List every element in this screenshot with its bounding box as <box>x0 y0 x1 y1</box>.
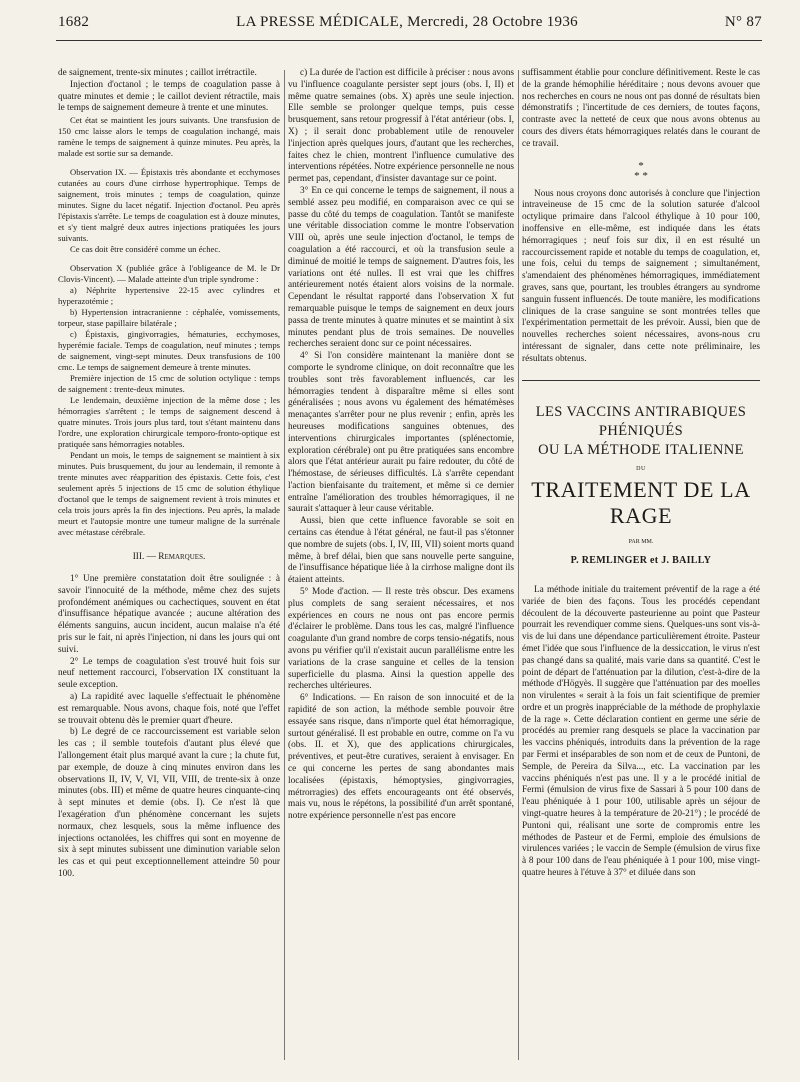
paragraph: Le lendemain, deuxième injection de la même dose ; les hémorragies s'arrêtent ; le temps de saignement descend à quatre minutes. Trois jours plus tard, tout s'étant maintenu dans l'ordre, une exploration chirurgicale temporo-fronto-optique est pratiquée sans hémorragies notables. <box>58 395 280 450</box>
paragraph: b) Hypertension intracranienne : céphalée, vomissements, torpeur, stase papillaire bilatérale ; <box>58 307 280 329</box>
paragraph: a) La rapidité avec laquelle s'effectuait le phénomène est remarquable. Nous avons, chaque fois, noté que l'effet se trouvait obtenu dès le premier quart d'heure. <box>58 691 280 726</box>
paragraph: Nous nous croyons donc autorisés à conclure que l'injection intraveineuse de 15 cmc de la solution saturée d'alcool octylique primaire dans l'alcool éthylique à 10 pour 100, inoffensive en elle-même, est indiquée dans les états hémorragiques ; neuf fois sur dix, il en est résulté un raccourcissement rapide et notable du temps de coagulation, et, une fois, celui du temps de saignement ; simultanément, s'amendaient des phénomènes hémorragiques, immédiatement graves, sans que, pourtant, les troubles étrangers au syndrome sanguin fussent influencés. De toute manière, les modifications cliniques de la crase sanguine se sont montrées telles que l'expérimentation permettait de les prévoir. Aussi, bien que de nouvelles recherches soient nécessaires, avons-nous cru intéressant de signaler, dans cette note préliminaire, les résultats obtenus. <box>522 188 760 364</box>
paragraph: Cet état se maintient les jours suivants. Une transfusion de 150 cmc laisse alors le temps de coagulation inchangé, mais ramène le temps de saignement à quinze minutes. Peu après, la malade est sortie sur sa demande. <box>58 115 280 159</box>
article-title-line: PHÉNIQUÉS <box>598 422 684 439</box>
header-rule <box>56 40 762 41</box>
paragraph: 2° Le temps de coagulation s'est trouvé huit fois sur neuf nettement raccourci, l'observation IX constituant la seule exception. <box>58 656 280 691</box>
column-divider <box>518 70 519 1060</box>
paragraph: b) Le degré de ce raccourcissement est variable selon les cas ; il semble toutefois d'autant plus élevé que l'allongement était plus marqué avant la cure ; la chute fut, par exemple, de douze à cinq minutes environ dans les observations II, IV, V, VI, VII, VIII, de trente-six à onze minutes (obs. III) et même de quatre heures cinquante-cinq à sept minutes et demie (obs. I). Ce n'est là que l'exagération d'un phénomène concernant les sujets normaux, chez lesquels, sous la même influence des injections octanolées, les chiffres qui sont en moyenne de six à sept minutes subissent une diminution variable selon les cas et qui peut exceptionnellement atteindre 50 pour 100. <box>58 727 280 879</box>
journal-title: LA PRESSE MÉDICALE, Mercredi, 28 Octobre 1936 <box>236 14 578 30</box>
paragraph: 4° Si l'on considère maintenant la manière dont se comporte le syndrome clinique, on doit reconnaître que les troubles sont très favorablement influencés, car les hémorragies tendent à disparaître même si elles sont généralisées ; nous avons vu également des hématémèses menaçantes s'arrêter pour ne plus revenir ; enfin, après les heureuses modifications sanguines obtenues, des interventions chirurgicales importantes (splénectomie, exploration cérébrale) ont pu être pratiquées sans encombre alors que l'état antérieur aurait pu faire redouter, du côté de l'hémostase, de sérieuses difficultés. Là s'arrête cependant l'action bienfaisante du traitement, et même si ce dernier entraîne l'amélioration des troubles hémorragiques, il ne saurait s'attaquer à leur cause véritable. <box>288 351 514 515</box>
paragraph: La méthode initiale du traitement préventif de la rage a été variée de bien des façons. Tous les procédés cependant découlent de la découverte pasteurienne au point que Pasteur pourrait les revendiquer comme siens. Quelques-uns sont vis-à-vis de lui dans une dépendance particulièrement étroite. Pasteur émet l'idée que sous l'influence de la dessiccation, le virus n'est pas changé dans sa qualité, mais varie dans sa quantité. C'est le point de départ de l'atténuation par la dilution, c'est-à-dire de la méthode d'Högyès. Il suggère que l'atténuation par des moelles non virulentes « serait à la fois un fait scientifique de premier ordre et un progrès inappréciable de la méthode de prophylaxie de la rage ». Cette déclaration contient en germe une série de procédés au premier rang desquels se place la vaccination par les vaccins phéniqués, introduits dans la prévention de la rage par Fermi et inséparables de son nom et de ceux de Puntoni, de Semple, de Pereira da Silva..., etc. La vaccination par les vaccins phéniqués n'est pas une. Il y a le procédé initial de Fermi (émulsion de virus fixe de Sassari à 5 pour 100 dans de l'eau phéniquée à 1 pour 100, utilisable après un séjour de vingt-quatre heures à la température de 20-21°) ; le procédé de Puntoni qui, réalisant une sorte de compromis entre les méthodes de Pasteur et de Fermi, emploie des émulsions de virulences variées ; le vaccin de Semple (émulsion de virus fixe à 8 pour 100 dans de l'eau phéniquée à 1 pour 100, mise vingt-quatre heures à l'étuve à 37° et diluée dans son <box>522 584 760 879</box>
paragraph: Ce cas doit être considéré comme un échec. <box>70 244 221 255</box>
page-number: 1682 <box>58 14 90 30</box>
paragraph: Pendant un mois, le temps de saignement se maintient à six minutes. Puis brusquement, du jour au lendemain, il remonte à trente minutes avec réapparition des épistaxis. Cette fois, c'est seulement après 5 injections de 15 cmc de solution éthylique d'octanol que le temps de saignement revient à trois minutes et cela trois jours après la fin des injections. Peu après, la malade meurt et l'autopsie montre une tumeur maligne de la surrénale avec métastase cérébrale. <box>58 450 280 538</box>
asterisk-top: * <box>638 159 644 172</box>
paragraph: 3° En ce qui concerne le temps de saignement, il nous a semblé assez peu modifié, en comparaison avec ce qui se passe du côté du temps de coagulation. Tantôt se manifeste une véritable dissociation comme le montre l'observation VIII où, après une seule injection d'octanol, le temps de coagulation a été raccourci, et où la transfusion seule a diminué de moitié le temps de saignement. D'autres fois, les variations ont été nulles. Il est vrai que les chiffres antérieurement notés étaient alors voisins de la normale. Cependant le résultat rapporté dans l'observation X fut remarquable puisque le temps de saignement en deux jours passa de trente minutes à quatre minutes et se maintint à six minutes pendant plus de trois semaines. De nouvelles recherches seraient donc sur ce point nécessaires. <box>288 185 514 350</box>
paragraph: 6° Indications. — En raison de son innocuité et de la rapidité de son action, la méthode semble pouvoir être essayée sans risque, dans n'importe quel état hémorragique, surtout généralisé. Il est probable en outre, comme on l'a vu (obs. II. et X), que des applications chirurgicales, préventives, et peut-être curatives, seraient à envisager. En ce qui concerne les pertes de sang abondantes mais localisées (épistaxis, hémoptysies, gingivorragies, métrorragies) des effets encourageants ont été observés, mais vu, nous le répétons, la possibilité d'un arrêt spontané, notre expérience personnelle n'est pas encore <box>288 693 514 822</box>
paragraph: Aussi, bien que cette influence favorable se soit en certains cas étendue à l'état général, ne faut-il pas s'étonner que nombre de sujets (obs. I, IV, III, VII) soient morts quand même, à bref délai, bien que sans nouvelle perte sanguine, de l'insuffisance hépatique liée à la cirrhose maligne dont ils étaient atteints. <box>288 516 514 586</box>
section-heading: III. — Remarques. <box>132 552 206 563</box>
paragraph: c) La durée de l'action est difficile à préciser : nous avons vu l'influence coagulante persister sept jours (obs. I, II) et même quatre semaines (obs. X) après une seule injection. Elle semble se prolonger quelque temps, puis cesse brusquement, sans retour progressif à l'état antérieur (obs. I, X) ; il serait donc probablement utile de renouveler l'injection après quelques jours, d'autant que les recherches, faites chez le chien, montrent l'influence cumulative des interventions répétées. Notre expérience personnelle ne nous permet pas, cependant, d'insister davantage sur ce point. <box>288 68 514 185</box>
paragraph: a) Néphrite hypertensive 22-15 avec cylindres et hyperazotémie ; <box>58 285 280 307</box>
paragraph: 1° Une première constatation doit être soulignée : à savoir l'innocuité de la méthode, même chez des sujets profondément anémiques ou cachectiques, souvent en état d'insuffisance hépatique avancée ; aucune altération des éléments sanguins, aucun incident, aucun malaise n'a été pris sur le fait, ni après l'injection, ni dans les jours qui ont suivi. <box>58 573 280 655</box>
issue-number: N° 87 <box>724 14 762 30</box>
asterisk-bottom: * * <box>634 169 648 182</box>
paragraph: suffisamment établie pour conclure définitivement. Reste le cas de la grande hémophilie héréditaire ; nous devons avouer que nos recherches en cours ne nous ont pas donné de résultats bien démonstratifs ; l'incertitude de ces derniers, de toutes façons, contraste avec la netteté de ceux que nous avons obtenus au cours des divers états hémorragiques relatés dans le courant de ce travail. <box>522 68 760 149</box>
paragraph: de saignement, trente-six minutes ; caillot irrétractile. <box>58 68 257 78</box>
article-divider <box>522 380 760 381</box>
article-title-line: OU LA MÉTHODE ITALIENNE <box>538 441 744 458</box>
paragraph: Injection d'octanol ; le temps de coagulation passe à quatre minutes et demie ; le caillot devient rétractile, mais le temps de saignement demeure à trente et une minutes. <box>58 79 280 114</box>
paragraph: c) Épistaxis, gingivorragies, hématuries, ecchymoses, hyperémie faciale. Temps de coagulation, neuf minutes ; temps de saignement, vingt-sept minutes. Deux transfusions de 100 cmc. Le temps de saignement demeure à trente minutes. <box>58 329 280 373</box>
article-title-connector: DU <box>636 465 646 472</box>
article-authors: P. REMLINGER et J. BAILLY <box>570 555 712 567</box>
column-1 <box>58 68 280 881</box>
column-divider <box>284 70 285 1060</box>
observation-x: Observation X (publiée grâce à l'obligeance de M. le Dr Clovis-Vincent). — Malade atteinte d'un triple syndrome : <box>58 263 280 285</box>
page-header <box>58 14 762 40</box>
observation-ix: Observation IX. — Épistaxis très abondante et ecchymoses cutanées au cours d'une cirrhose hypertrophique. Temps de saignement, trois minutes ; temps de coagulation, quinze minutes. Signe du lacet négatif. Injection d'octanol. Peu après l'épistaxis s'arrête. Le temps de coagulation est à douze minutes, et s'y tient malgré deux autres injections pratiquées les jours suivants. <box>58 167 280 244</box>
section-separator <box>522 161 760 181</box>
article-title-main: TRAITEMENT DE LA RAGE <box>531 477 751 529</box>
paragraph: Première injection de 15 cmc de solution octylique : temps de saignement : trente-deux minutes. <box>58 373 280 395</box>
article-title-line: LES VACCINS ANTIRABIQUES <box>535 403 747 420</box>
byline-prefix: PAR MM. <box>628 539 654 546</box>
paragraph: 5° Mode d'action. — Il reste très obscur. Des examens plus complets de sang seraient nécessaires, et nos expériences en cours ne nous ont pas encore permis d'éclairer le problème. Dans tous les cas, malgré l'influence coagulante d'un grand nombre de corps tensio-négatifs, nous avons pu vérifier qu'il n'existait aucun parallélisme entre les variations de la crase sanguine et celles de la tension superficielle du plasma. Ainsi la question appelle des recherches ultérieures. <box>288 587 514 692</box>
column-2 <box>288 68 514 823</box>
column-3 <box>522 68 760 880</box>
